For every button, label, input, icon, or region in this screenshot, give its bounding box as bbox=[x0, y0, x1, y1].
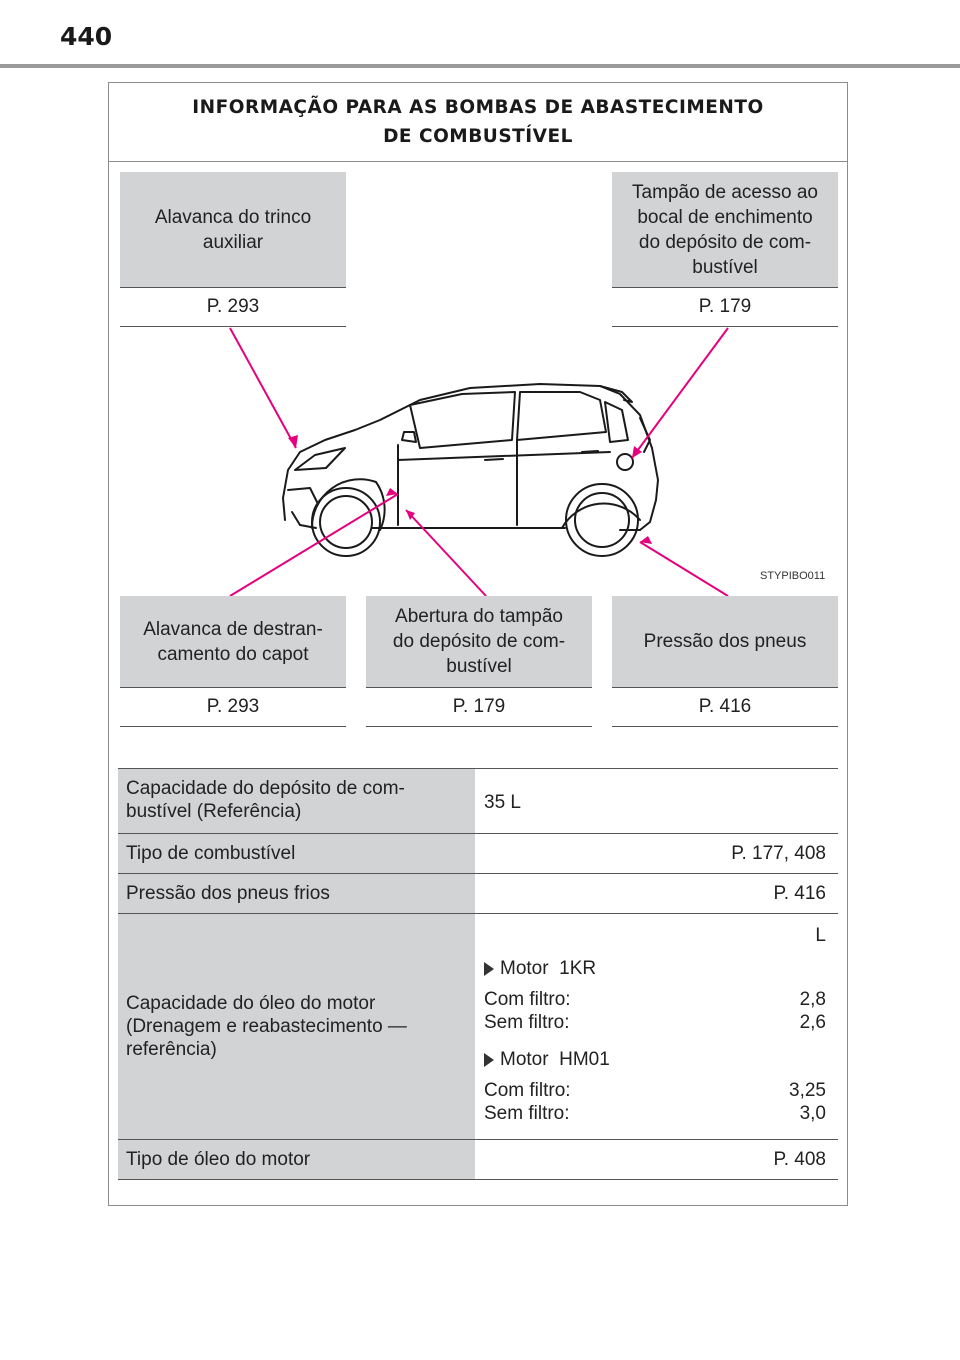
engine-1kr-heading bbox=[484, 957, 826, 980]
callout-fuel-door-opener-label: Abertura do tampão do depósito de com- bustível bbox=[392, 606, 566, 677]
spec-table bbox=[118, 768, 838, 1180]
oil-type-value: P. 408 bbox=[773, 1149, 826, 1170]
engine-hm01-without-filter bbox=[484, 1102, 826, 1125]
figure-code: STYPIBO011 bbox=[760, 570, 826, 582]
leader-tire-pressure bbox=[640, 542, 728, 596]
callout-fuel-door-opener bbox=[366, 596, 592, 688]
table-row-oil-capacity bbox=[118, 914, 838, 1140]
without-filter-value: 3,0 bbox=[799, 1103, 826, 1124]
engine-1kr-name: Motor 1KR bbox=[500, 958, 597, 979]
callout-hood-lock-release-label: Alavanca de destran- camento do capot bbox=[143, 618, 323, 665]
leader-auxiliary-latch bbox=[230, 328, 296, 448]
with-filter-label: Com filtro: bbox=[484, 1080, 571, 1101]
oil-capacity-values bbox=[476, 914, 838, 1139]
info-box-title-text: INFORMAÇÃO PARA AS BOMBAS DE ABASTECIMENTO DE COMBUSTÍVEL bbox=[192, 96, 764, 147]
callout-tire-pressure bbox=[612, 596, 838, 688]
cold-tire-pressure-label: Pressão dos pneus frios bbox=[118, 874, 476, 913]
callout-tire-pressure-label: Pressão dos pneus bbox=[643, 631, 807, 652]
callout-auxiliary-latch-label: Alavanca do trinco auxiliar bbox=[154, 206, 312, 253]
cold-tire-pressure-value: P. 416 bbox=[773, 883, 826, 904]
triangle-bullet-icon bbox=[484, 1053, 494, 1067]
engine-hm01-with-filter bbox=[484, 1079, 826, 1102]
triangle-bullet-icon bbox=[484, 962, 494, 976]
callout-tire-pressure-page: P. 416 bbox=[612, 689, 838, 727]
with-filter-value: 2,8 bbox=[799, 989, 826, 1010]
engine-1kr-with-filter bbox=[484, 988, 826, 1011]
table-row-fuel-type bbox=[118, 834, 838, 874]
fuel-capacity-value: 35 L bbox=[484, 792, 521, 813]
engine-hm01-name: Motor HM01 bbox=[500, 1049, 610, 1070]
without-filter-value: 2,6 bbox=[799, 1012, 826, 1033]
leader-fuel-filler-cap bbox=[632, 328, 728, 458]
callout-fuel-filler-cap-label: Tampão de acesso ao bocal de enchimento do depósito de com- bustível bbox=[632, 181, 818, 278]
engine-hm01-heading bbox=[484, 1048, 826, 1071]
table-row-fuel-capacity bbox=[118, 769, 838, 834]
with-filter-value: 3,25 bbox=[789, 1080, 826, 1101]
oil-capacity-label-cell bbox=[118, 914, 476, 1139]
callout-hood-lock-release-page: P. 293 bbox=[120, 689, 346, 727]
callout-fuel-door-opener-page: P. 179 bbox=[366, 689, 592, 727]
callout-auxiliary-latch-page: P. 293 bbox=[120, 289, 346, 327]
callout-fuel-filler-cap-page: P. 179 bbox=[612, 289, 838, 327]
callout-hood-lock-release bbox=[120, 596, 346, 688]
with-filter-label: Com filtro: bbox=[484, 989, 571, 1010]
fuel-type-value: P. 177, 408 bbox=[731, 843, 826, 864]
oil-type-label: Tipo de óleo do motor bbox=[118, 1140, 476, 1179]
oil-capacity-unit: L bbox=[815, 925, 826, 946]
oil-capacity-label: Capacidade do óleo do motor (Drenagem e reabastecimento — referência) bbox=[126, 993, 407, 1060]
leader-fuel-door-opener bbox=[406, 510, 486, 596]
engine-1kr-without-filter bbox=[484, 1011, 826, 1034]
fuel-capacity-label: Capacidade do depósito de com- bustível (Referência) bbox=[118, 769, 476, 833]
without-filter-label: Sem filtro: bbox=[484, 1103, 570, 1124]
fuel-type-label: Tipo de combustível bbox=[118, 834, 476, 873]
page-number: 440 bbox=[60, 22, 113, 51]
table-row-oil-type bbox=[118, 1140, 838, 1180]
table-row-cold-tire-pressure bbox=[118, 874, 838, 914]
without-filter-label: Sem filtro: bbox=[484, 1012, 570, 1033]
